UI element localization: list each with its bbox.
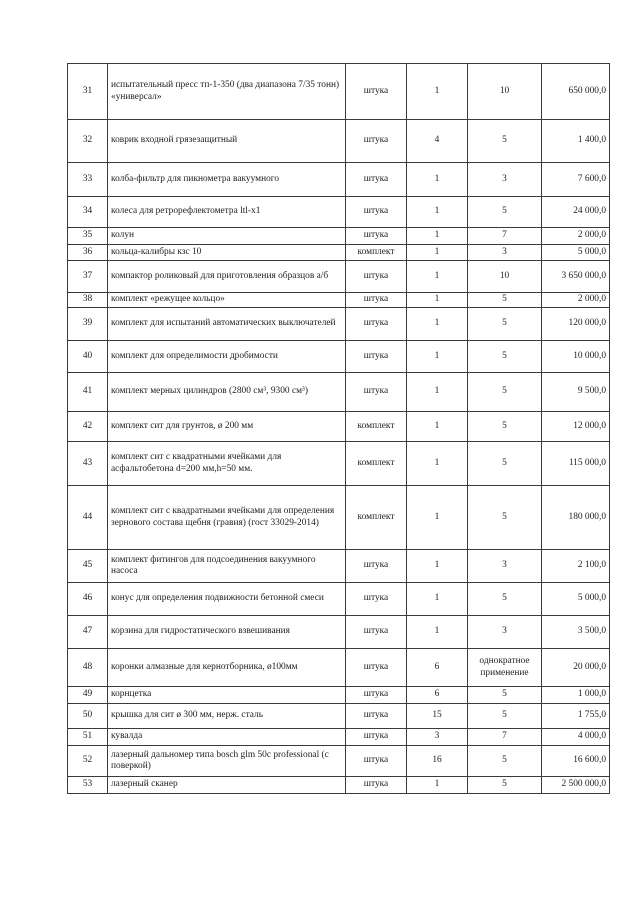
cell-unit: штука [346, 704, 407, 729]
cell-num: 41 [68, 373, 108, 412]
cell-life: 5 [468, 308, 542, 341]
cell-life: 5 [468, 197, 542, 228]
cell-unit: штука [346, 261, 407, 293]
cell-name: комплект сит с квадратными ячейками для определения зернового состава щебня (гравия) (гост 33029-2014) [108, 486, 346, 550]
cell-num: 42 [68, 412, 108, 442]
cell-num: 39 [68, 308, 108, 341]
cell-unit: штука [346, 228, 407, 245]
cell-name: компактор роликовый для приготовления образцов а/б [108, 261, 346, 293]
cell-qty: 1 [407, 583, 468, 616]
cell-qty: 1 [407, 412, 468, 442]
cell-price: 3 500,0 [542, 616, 610, 649]
cell-name: испытательный пресс тп-1-350 (два диапазона 7/35 тонн) «универсал» [108, 64, 346, 120]
cell-qty: 1 [407, 486, 468, 550]
cell-num: 48 [68, 649, 108, 687]
cell-qty: 1 [407, 550, 468, 583]
cell-num: 53 [68, 777, 108, 794]
cell-name: колун [108, 228, 346, 245]
cell-name: коронки алмазные для кернотборника, ø100мм [108, 649, 346, 687]
table-row [68, 308, 610, 341]
cell-qty: 1 [407, 163, 468, 197]
cell-life: 5 [468, 373, 542, 412]
table-row [68, 245, 610, 261]
cell-num: 52 [68, 746, 108, 777]
cell-qty: 1 [407, 197, 468, 228]
cell-unit: штука [346, 308, 407, 341]
cell-price: 12 000,0 [542, 412, 610, 442]
cell-qty: 1 [407, 293, 468, 308]
cell-price: 180 000,0 [542, 486, 610, 550]
cell-life: 5 [468, 412, 542, 442]
equipment-table [67, 63, 610, 794]
cell-unit: штука [346, 583, 407, 616]
cell-price: 24 000,0 [542, 197, 610, 228]
cell-life: 5 [468, 687, 542, 704]
cell-num: 38 [68, 293, 108, 308]
cell-name: комплект сит для грунтов, ø 200 мм [108, 412, 346, 442]
table-row [68, 583, 610, 616]
cell-price: 20 000,0 [542, 649, 610, 687]
table-row [68, 777, 610, 794]
table-row [68, 64, 610, 120]
cell-num: 35 [68, 228, 108, 245]
cell-name: коврик входной грязезащитный [108, 120, 346, 163]
cell-price: 9 500,0 [542, 373, 610, 412]
cell-num: 33 [68, 163, 108, 197]
cell-life: 5 [468, 583, 542, 616]
table-row [68, 649, 610, 687]
cell-life: 5 [468, 486, 542, 550]
cell-price: 5 000,0 [542, 583, 610, 616]
cell-life: 3 [468, 163, 542, 197]
cell-name: колеса для ретрорефлектометра ltl-x1 [108, 197, 346, 228]
cell-unit: штука [346, 616, 407, 649]
cell-life: 7 [468, 729, 542, 746]
cell-num: 45 [68, 550, 108, 583]
cell-num: 47 [68, 616, 108, 649]
cell-qty: 1 [407, 616, 468, 649]
cell-unit: комплект [346, 442, 407, 486]
cell-unit: штука [346, 293, 407, 308]
cell-unit: штука [346, 729, 407, 746]
cell-qty: 1 [407, 777, 468, 794]
table-row [68, 746, 610, 777]
table-row [68, 228, 610, 245]
cell-price: 120 000,0 [542, 308, 610, 341]
cell-qty: 3 [407, 729, 468, 746]
cell-num: 44 [68, 486, 108, 550]
cell-qty: 1 [407, 442, 468, 486]
cell-name: крышка для сит ø 300 мм, нерж. сталь [108, 704, 346, 729]
table-row [68, 704, 610, 729]
cell-price: 1 400,0 [542, 120, 610, 163]
cell-unit: штука [346, 197, 407, 228]
cell-name: колба-фильтр для пикнометра вакуумного [108, 163, 346, 197]
cell-qty: 16 [407, 746, 468, 777]
cell-life: 5 [468, 442, 542, 486]
cell-price: 3 650 000,0 [542, 261, 610, 293]
cell-price: 16 600,0 [542, 746, 610, 777]
cell-life: 5 [468, 777, 542, 794]
cell-name: комплект для определимости дробимости [108, 341, 346, 373]
table-row [68, 341, 610, 373]
cell-life: 5 [468, 704, 542, 729]
cell-name: комплект для испытаний автоматических выключателей [108, 308, 346, 341]
cell-life: 3 [468, 245, 542, 261]
cell-life: 5 [468, 293, 542, 308]
cell-price: 2 500 000,0 [542, 777, 610, 794]
cell-price: 4 000,0 [542, 729, 610, 746]
table-row [68, 163, 610, 197]
cell-unit: штука [346, 64, 407, 120]
cell-num: 32 [68, 120, 108, 163]
table-row [68, 442, 610, 486]
cell-num: 50 [68, 704, 108, 729]
cell-unit: комплект [346, 412, 407, 442]
cell-life: 3 [468, 550, 542, 583]
cell-price: 2 000,0 [542, 293, 610, 308]
cell-price: 1 755,0 [542, 704, 610, 729]
table-row [68, 550, 610, 583]
table-row [68, 261, 610, 293]
cell-unit: штука [346, 120, 407, 163]
table-row [68, 687, 610, 704]
table-row [68, 293, 610, 308]
cell-price: 5 000,0 [542, 245, 610, 261]
table-row [68, 486, 610, 550]
cell-price: 2 000,0 [542, 228, 610, 245]
cell-qty: 1 [407, 228, 468, 245]
cell-num: 37 [68, 261, 108, 293]
cell-qty: 1 [407, 341, 468, 373]
cell-unit: штука [346, 341, 407, 373]
cell-name: комплект мерных цилиндров (2800 см³, 9300 см³) [108, 373, 346, 412]
table-row [68, 729, 610, 746]
cell-unit: штука [346, 687, 407, 704]
table-row [68, 120, 610, 163]
cell-qty: 6 [407, 649, 468, 687]
cell-name: кольца-калибры кзс 10 [108, 245, 346, 261]
table-row [68, 616, 610, 649]
cell-price: 1 000,0 [542, 687, 610, 704]
cell-life: 3 [468, 616, 542, 649]
cell-num: 31 [68, 64, 108, 120]
cell-unit: штука [346, 746, 407, 777]
cell-price: 10 000,0 [542, 341, 610, 373]
cell-price: 2 100,0 [542, 550, 610, 583]
cell-qty: 1 [407, 64, 468, 120]
cell-life: 5 [468, 341, 542, 373]
table-row [68, 197, 610, 228]
cell-name: корзина для гидростатического взвешивания [108, 616, 346, 649]
cell-name: лазерный дальномер типа bosch glm 50c professional (с поверкой) [108, 746, 346, 777]
cell-unit: комплект [346, 245, 407, 261]
cell-name: комплект фитингов для подсоединения вакуумного насоса [108, 550, 346, 583]
cell-life: 7 [468, 228, 542, 245]
cell-unit: штука [346, 373, 407, 412]
cell-num: 34 [68, 197, 108, 228]
cell-name: лазерный сканер [108, 777, 346, 794]
cell-qty: 4 [407, 120, 468, 163]
cell-unit: штука [346, 777, 407, 794]
cell-qty: 1 [407, 373, 468, 412]
table-row [68, 373, 610, 412]
cell-unit: штука [346, 649, 407, 687]
cell-life: 10 [468, 64, 542, 120]
cell-name: кувалда [108, 729, 346, 746]
table-row [68, 412, 610, 442]
cell-qty: 1 [407, 261, 468, 293]
cell-unit: штука [346, 163, 407, 197]
cell-price: 7 600,0 [542, 163, 610, 197]
cell-price: 650 000,0 [542, 64, 610, 120]
cell-qty: 15 [407, 704, 468, 729]
cell-name: корнцетка [108, 687, 346, 704]
cell-life: 5 [468, 746, 542, 777]
equipment-table-body [68, 64, 610, 794]
cell-qty: 1 [407, 308, 468, 341]
cell-name: конус для определения подвижности бетонной смеси [108, 583, 346, 616]
cell-unit: штука [346, 550, 407, 583]
cell-num: 46 [68, 583, 108, 616]
cell-name: комплект сит с квадратными ячейками для асфальтобетона d=200 мм,h=50 мм. [108, 442, 346, 486]
cell-name: комплект «режущее кольцо» [108, 293, 346, 308]
cell-num: 36 [68, 245, 108, 261]
cell-life: однократное применение [468, 649, 542, 687]
cell-unit: комплект [346, 486, 407, 550]
cell-qty: 1 [407, 245, 468, 261]
cell-price: 115 000,0 [542, 442, 610, 486]
cell-qty: 6 [407, 687, 468, 704]
cell-num: 49 [68, 687, 108, 704]
cell-life: 10 [468, 261, 542, 293]
cell-num: 43 [68, 442, 108, 486]
cell-num: 51 [68, 729, 108, 746]
cell-num: 40 [68, 341, 108, 373]
cell-life: 5 [468, 120, 542, 163]
